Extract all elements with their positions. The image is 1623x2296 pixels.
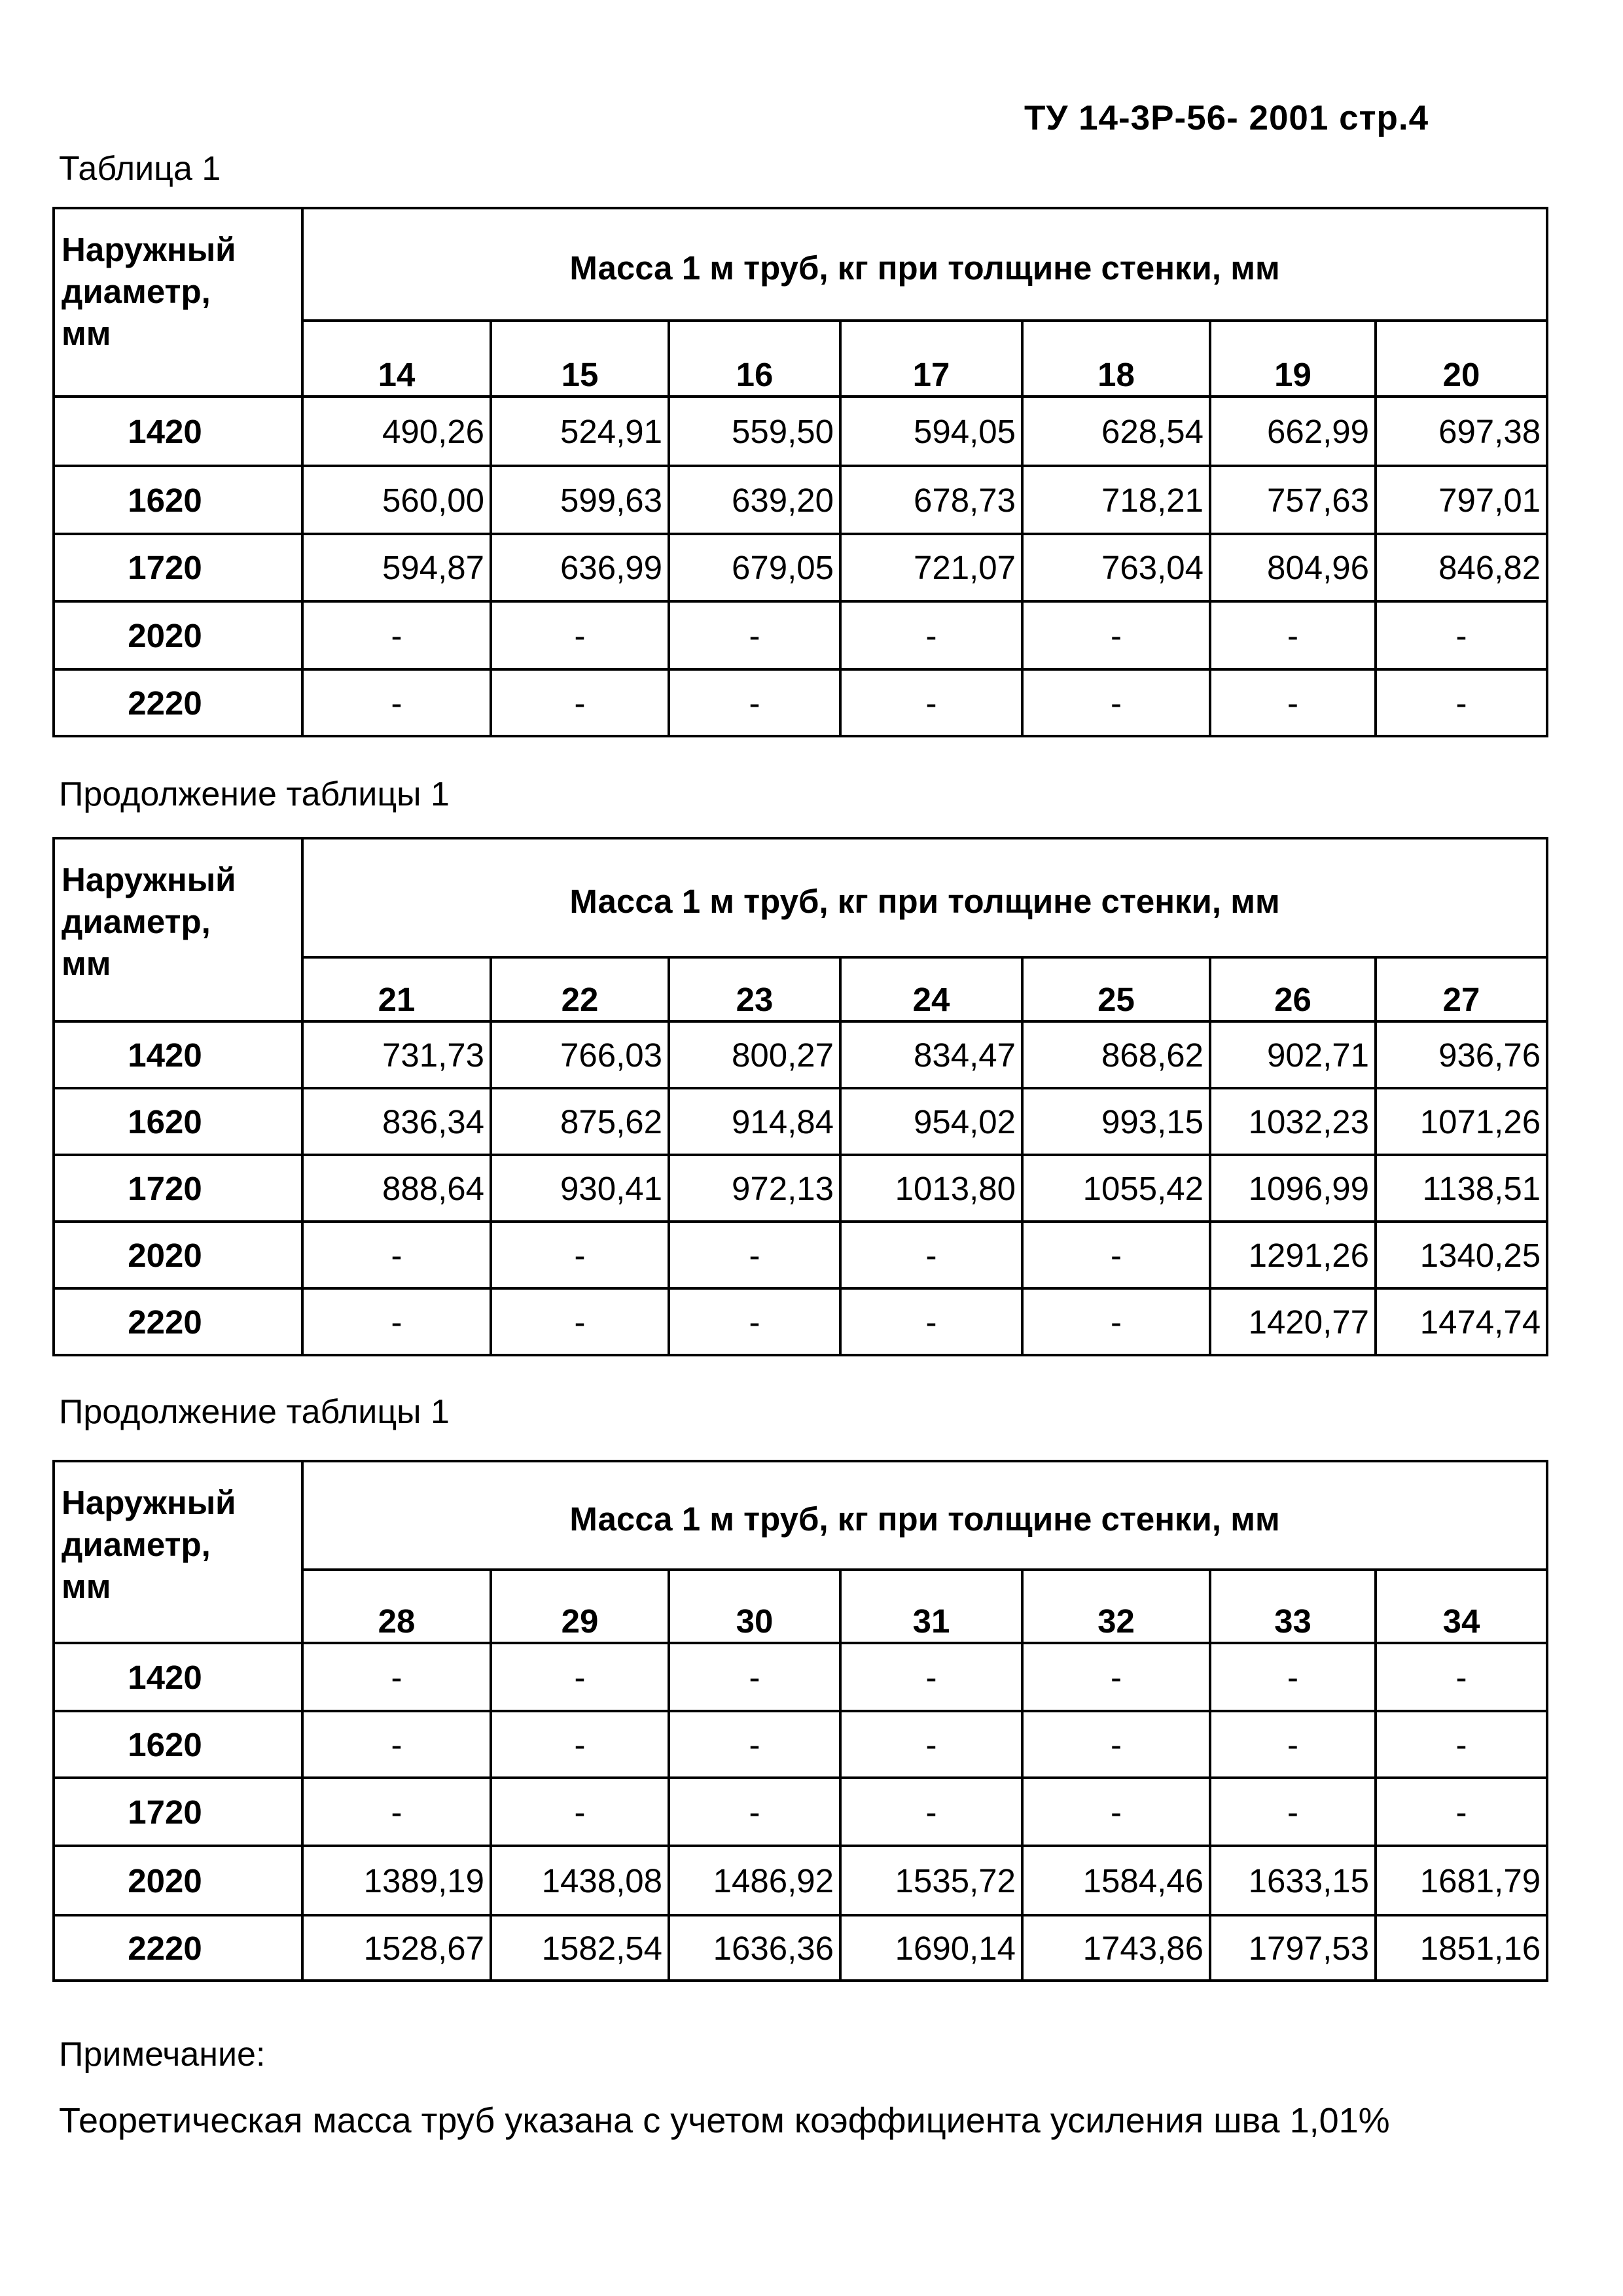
thickness-header: 32 bbox=[1022, 1570, 1210, 1643]
thickness-header: 17 bbox=[840, 321, 1022, 397]
diameter-cell: 2020 bbox=[54, 601, 302, 669]
mass-cell: 1420,77 bbox=[1210, 1288, 1376, 1355]
diameter-cell: 1420 bbox=[54, 1021, 302, 1088]
mass-cell: 721,07 bbox=[840, 534, 1022, 601]
corner-line-1: Наружный bbox=[62, 861, 236, 898]
thickness-header: 20 bbox=[1376, 321, 1547, 397]
mass-cell: - bbox=[1376, 1711, 1547, 1778]
table-row bbox=[54, 601, 1547, 669]
mass-table-2 bbox=[52, 837, 1548, 1356]
diameter-header bbox=[54, 208, 302, 397]
mass-cell: 1032,23 bbox=[1210, 1088, 1376, 1155]
mass-table-3 bbox=[52, 1460, 1548, 1982]
mass-cell: 1584,46 bbox=[1022, 1846, 1210, 1915]
page-header: ТУ 14-3Р-56- 2001 стр.4 bbox=[1024, 99, 1429, 137]
mass-cell: 1582,54 bbox=[491, 1915, 669, 1981]
mass-cell: - bbox=[302, 1643, 491, 1711]
mass-cell: - bbox=[840, 1288, 1022, 1355]
table-row bbox=[54, 1088, 1547, 1155]
mass-cell: - bbox=[302, 1711, 491, 1778]
table-row bbox=[54, 1021, 1547, 1088]
mass-cell: 993,15 bbox=[1022, 1088, 1210, 1155]
diameter-cell: 1420 bbox=[54, 1643, 302, 1711]
mass-cell: - bbox=[840, 1222, 1022, 1288]
mass-cell: 1797,53 bbox=[1210, 1915, 1376, 1981]
thickness-header: 29 bbox=[491, 1570, 669, 1643]
mass-cell: - bbox=[669, 669, 840, 736]
mass-cell: 875,62 bbox=[491, 1088, 669, 1155]
mass-cell: - bbox=[1376, 1643, 1547, 1711]
table-row bbox=[54, 1643, 1547, 1711]
mass-cell: 1389,19 bbox=[302, 1846, 491, 1915]
mass-cell: 1535,72 bbox=[840, 1846, 1022, 1915]
mass-cell: - bbox=[1022, 669, 1210, 736]
mass-cell: 678,73 bbox=[840, 466, 1022, 534]
thickness-header: 33 bbox=[1210, 1570, 1376, 1643]
mass-cell: 1474,74 bbox=[1376, 1288, 1547, 1355]
mass-cell: - bbox=[1210, 1778, 1376, 1846]
thickness-header: 22 bbox=[491, 957, 669, 1021]
mass-cell: - bbox=[491, 1711, 669, 1778]
mass-cell: - bbox=[1210, 669, 1376, 736]
table-row bbox=[54, 1288, 1547, 1355]
mass-cell: - bbox=[1022, 601, 1210, 669]
mass-cell: - bbox=[1022, 1288, 1210, 1355]
diameter-cell: 2020 bbox=[54, 1222, 302, 1288]
diameter-cell: 1720 bbox=[54, 1778, 302, 1846]
mass-cell: 1013,80 bbox=[840, 1155, 1022, 1222]
mass-cell: 662,99 bbox=[1210, 397, 1376, 466]
corner-line-2: диаметр, bbox=[62, 902, 211, 940]
mass-cell: - bbox=[302, 1778, 491, 1846]
mass-cell: 1528,67 bbox=[302, 1915, 491, 1981]
table-3-caption: Продолжение таблицы 1 bbox=[59, 1393, 450, 1431]
mass-cell: 594,05 bbox=[840, 397, 1022, 466]
table-row bbox=[54, 466, 1547, 534]
mass-cell: 1055,42 bbox=[1022, 1155, 1210, 1222]
table-row bbox=[54, 1222, 1547, 1288]
mass-cell: 930,41 bbox=[491, 1155, 669, 1222]
mass-cell: 757,63 bbox=[1210, 466, 1376, 534]
thickness-header: 25 bbox=[1022, 957, 1210, 1021]
note-text: Теоретическая масса труб указана с учетом коэффициента усиления шва 1,01% bbox=[59, 2101, 1390, 2140]
thickness-header: 19 bbox=[1210, 321, 1376, 397]
mass-cell: 679,05 bbox=[669, 534, 840, 601]
mass-cell: - bbox=[840, 669, 1022, 736]
mass-cell: - bbox=[669, 1288, 840, 1355]
mass-cell: - bbox=[669, 601, 840, 669]
mass-cell: - bbox=[1022, 1778, 1210, 1846]
thickness-header: 16 bbox=[669, 321, 840, 397]
mass-cell: - bbox=[1210, 601, 1376, 669]
mass-cell: - bbox=[1210, 1711, 1376, 1778]
mass-cell: - bbox=[1210, 1643, 1376, 1711]
mass-cell: 914,84 bbox=[669, 1088, 840, 1155]
thickness-header: 26 bbox=[1210, 957, 1376, 1021]
thickness-header: 14 bbox=[302, 321, 491, 397]
thickness-header: 30 bbox=[669, 1570, 840, 1643]
mass-cell: 639,20 bbox=[669, 466, 840, 534]
thickness-header: 23 bbox=[669, 957, 840, 1021]
mass-cell: - bbox=[840, 601, 1022, 669]
table-row bbox=[54, 1915, 1547, 1981]
mass-cell: - bbox=[1022, 1643, 1210, 1711]
mass-cell: 836,34 bbox=[302, 1088, 491, 1155]
mass-cell: 1636,36 bbox=[669, 1915, 840, 1981]
corner-line-2: диаметр, bbox=[62, 1525, 211, 1563]
mass-cell: 888,64 bbox=[302, 1155, 491, 1222]
mass-cell: - bbox=[669, 1222, 840, 1288]
mass-cell: 834,47 bbox=[840, 1021, 1022, 1088]
mass-cell: - bbox=[302, 1222, 491, 1288]
table-2-caption: Продолжение таблицы 1 bbox=[59, 775, 450, 813]
diameter-cell: 1620 bbox=[54, 1711, 302, 1778]
diameter-cell: 1720 bbox=[54, 534, 302, 601]
corner-line-3: мм bbox=[62, 1567, 111, 1605]
mass-cell: - bbox=[491, 601, 669, 669]
mass-cell: 731,73 bbox=[302, 1021, 491, 1088]
table-row bbox=[54, 397, 1547, 466]
mass-cell: - bbox=[669, 1778, 840, 1846]
diameter-cell: 2220 bbox=[54, 1288, 302, 1355]
mass-cell: - bbox=[1376, 1778, 1547, 1846]
mass-cell: 628,54 bbox=[1022, 397, 1210, 466]
table-row bbox=[54, 1846, 1547, 1915]
mass-cell: - bbox=[840, 1643, 1022, 1711]
mass-span-header: Масса 1 м труб, кг при толщине стенки, мм bbox=[302, 208, 1547, 321]
diameter-cell: 1620 bbox=[54, 1088, 302, 1155]
mass-cell: 1071,26 bbox=[1376, 1088, 1547, 1155]
mass-cell: 936,76 bbox=[1376, 1021, 1547, 1088]
mass-cell: 1633,15 bbox=[1210, 1846, 1376, 1915]
mass-cell: 697,38 bbox=[1376, 397, 1547, 466]
mass-cell: 1291,26 bbox=[1210, 1222, 1376, 1288]
diameter-cell: 2220 bbox=[54, 1915, 302, 1981]
mass-cell: - bbox=[840, 1711, 1022, 1778]
mass-cell: - bbox=[491, 1643, 669, 1711]
thickness-header: 18 bbox=[1022, 321, 1210, 397]
diameter-cell: 1420 bbox=[54, 397, 302, 466]
mass-cell: - bbox=[1022, 1222, 1210, 1288]
corner-line-2: диаметр, bbox=[62, 272, 211, 310]
mass-cell: - bbox=[669, 1643, 840, 1711]
mass-cell: - bbox=[302, 669, 491, 736]
mass-cell: - bbox=[669, 1711, 840, 1778]
thickness-header: 15 bbox=[491, 321, 669, 397]
mass-cell: 1340,25 bbox=[1376, 1222, 1547, 1288]
corner-line-1: Наружный bbox=[62, 1484, 236, 1521]
diameter-header bbox=[54, 838, 302, 1021]
table-row bbox=[54, 669, 1547, 736]
mass-cell: - bbox=[840, 1778, 1022, 1846]
thickness-header: 28 bbox=[302, 1570, 491, 1643]
mass-cell: 804,96 bbox=[1210, 534, 1376, 601]
corner-line-3: мм bbox=[62, 314, 111, 352]
thickness-header: 27 bbox=[1376, 957, 1547, 1021]
mass-cell: 1681,79 bbox=[1376, 1846, 1547, 1915]
diameter-cell: 1720 bbox=[54, 1155, 302, 1222]
mass-cell: 868,62 bbox=[1022, 1021, 1210, 1088]
mass-cell: 763,04 bbox=[1022, 534, 1210, 601]
thickness-header: 31 bbox=[840, 1570, 1022, 1643]
mass-cell: 1486,92 bbox=[669, 1846, 840, 1915]
mass-cell: 800,27 bbox=[669, 1021, 840, 1088]
note-label: Примечание: bbox=[59, 2036, 266, 2074]
mass-cell: - bbox=[1022, 1711, 1210, 1778]
mass-cell: 766,03 bbox=[491, 1021, 669, 1088]
mass-cell: 846,82 bbox=[1376, 534, 1547, 601]
diameter-cell: 2020 bbox=[54, 1846, 302, 1915]
mass-cell: 594,87 bbox=[302, 534, 491, 601]
table-row bbox=[54, 1711, 1547, 1778]
mass-cell: 797,01 bbox=[1376, 466, 1547, 534]
mass-cell: 524,91 bbox=[491, 397, 669, 466]
mass-cell: 954,02 bbox=[840, 1088, 1022, 1155]
table-row bbox=[54, 1155, 1547, 1222]
thickness-header: 34 bbox=[1376, 1570, 1547, 1643]
corner-line-3: мм bbox=[62, 944, 111, 982]
table-1-caption: Таблица 1 bbox=[59, 150, 221, 188]
mass-cell: 718,21 bbox=[1022, 466, 1210, 534]
corner-line-1: Наружный bbox=[62, 231, 236, 268]
mass-cell: - bbox=[491, 1288, 669, 1355]
mass-cell: 1690,14 bbox=[840, 1915, 1022, 1981]
mass-cell: 490,26 bbox=[302, 397, 491, 466]
mass-cell: 1096,99 bbox=[1210, 1155, 1376, 1222]
mass-cell: 1138,51 bbox=[1376, 1155, 1547, 1222]
mass-cell: - bbox=[1376, 669, 1547, 736]
mass-span-header: Масса 1 м труб, кг при толщине стенки, мм bbox=[302, 1461, 1547, 1570]
mass-cell: 636,99 bbox=[491, 534, 669, 601]
mass-cell: - bbox=[1376, 601, 1547, 669]
thickness-header: 24 bbox=[840, 957, 1022, 1021]
mass-span-header: Масса 1 м труб, кг при толщине стенки, мм bbox=[302, 838, 1547, 957]
mass-cell: 559,50 bbox=[669, 397, 840, 466]
mass-table-1 bbox=[52, 207, 1548, 737]
diameter-header bbox=[54, 1461, 302, 1643]
table-row bbox=[54, 1778, 1547, 1846]
mass-cell: - bbox=[491, 1778, 669, 1846]
mass-cell: 1743,86 bbox=[1022, 1915, 1210, 1981]
table-row bbox=[54, 534, 1547, 601]
mass-cell: - bbox=[302, 1288, 491, 1355]
mass-cell: 560,00 bbox=[302, 466, 491, 534]
diameter-cell: 1620 bbox=[54, 466, 302, 534]
mass-cell: 599,63 bbox=[491, 466, 669, 534]
mass-cell: 902,71 bbox=[1210, 1021, 1376, 1088]
mass-cell: 1438,08 bbox=[491, 1846, 669, 1915]
mass-cell: - bbox=[302, 601, 491, 669]
mass-cell: - bbox=[491, 1222, 669, 1288]
mass-cell: - bbox=[491, 669, 669, 736]
mass-cell: 1851,16 bbox=[1376, 1915, 1547, 1981]
thickness-header: 21 bbox=[302, 957, 491, 1021]
diameter-cell: 2220 bbox=[54, 669, 302, 736]
mass-cell: 972,13 bbox=[669, 1155, 840, 1222]
